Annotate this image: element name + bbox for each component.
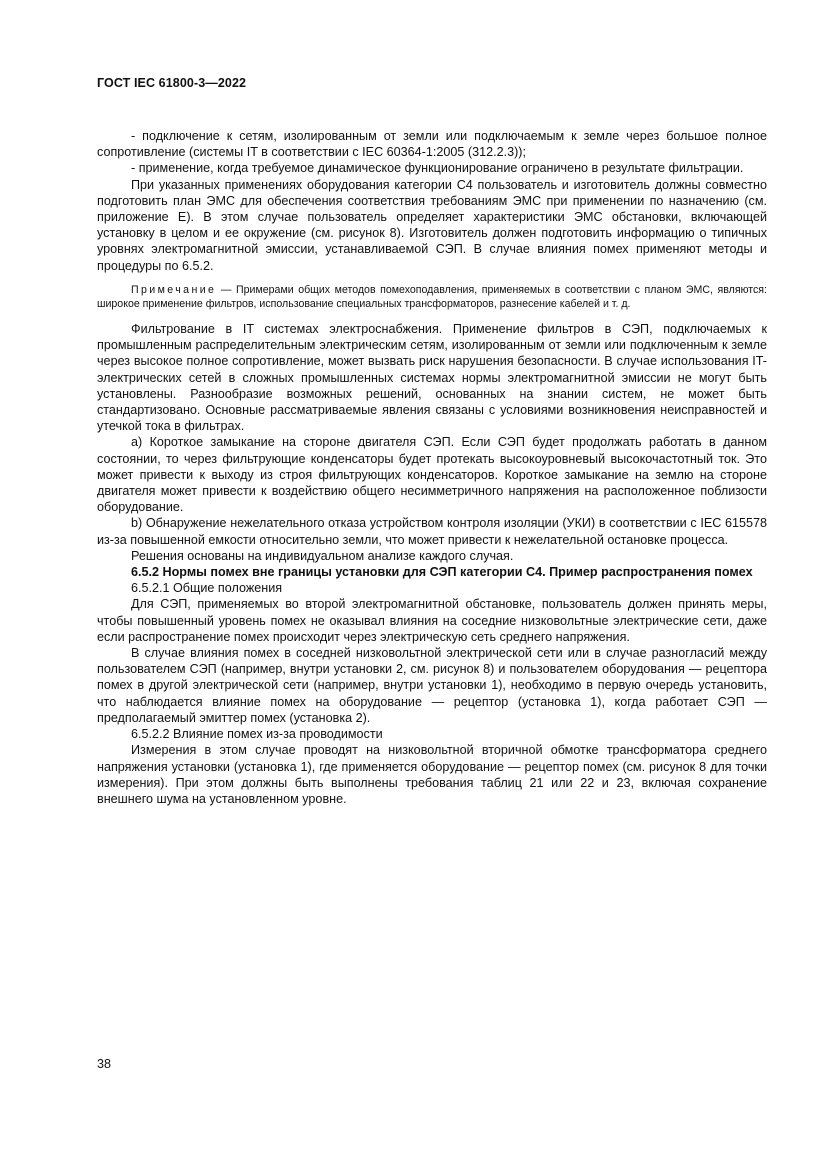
note-text: — Примерами общих методов помехоподавления, применяемых в соответствии с планом ЭМС, являются: широкое применение фильтров, использование специальных трансформаторов, разнесение кабелей и т. д. — [97, 283, 767, 311]
paragraph-disagreement: В случае влияния помех в соседней низковольтной электрической сети или в случае разногласий между пользователем СЭП (например, внутри установки 2, см. рисунок 8) и пользователем оборудования — рецептора помех в другой электрической сети (например, внутри установки 1), необходимо в первую очередь установить, что наблюдается влияние помех на оборудование — рецептор (установка 1), когда работает СЭП — предполагаемый эмиттер помех (установка 2). — [97, 646, 767, 725]
document-header: ГОСТ IEC 61800-3—2022 — [97, 76, 247, 90]
note-label: Примечание — [131, 283, 217, 296]
paragraph-measurements: Измерения в этом случае проводят на низковольтной вторичной обмотке трансформатора среднего напряжения установки (установка 1), где применяется оборудование — рецептор помех (см. рисунок 8 для точки измерения). При этом должны быть выполнены требования таблиц 21 или 22 и 23, включая сохранение внешнего шума на установленном уровне. — [97, 743, 767, 806]
page-number: 38 — [97, 1057, 112, 1071]
subsection-heading-6-5-2-2: 6.5.2.2 Влияние помех из-за проводимости — [131, 727, 383, 742]
paragraph-item-b: b) Обнаружение нежелательного отказа устройством контроля изоляции (УКИ) в соответствии с IEC 615578 из-за повышенной емкости относительно земли, что может привести к нежелательной остановке процесса. — [97, 516, 767, 547]
paragraph-dynamic-performance: - применение, когда требуемое динамическое функционирование ограничено в результате фильтрации. — [131, 161, 744, 176]
paragraph-it-networks: - подключение к сетям, изолированным от земли или подключаемым к земле через большое полное сопротивление (системы IT в соответствии с IEC 60364-1:2005 (312.2.3)); — [97, 129, 767, 160]
page-content — [97, 128, 767, 807]
paragraph-second-environment: Для СЭП, применяемых во второй электромагнитной обстановке, пользователь должен принять меры, чтобы повышенный уровень помех не оказывал влияния на соседние низковольтные электрические сети, даже если распространение помех происходит через электрическую сеть среднего напряжения. — [97, 597, 767, 644]
paragraph-solutions: Решения основаны на индивидуальном анализе каждого случая. — [131, 548, 514, 563]
note-paragraph — [97, 283, 767, 312]
subsection-heading-6-5-2-1: 6.5.2.1 Общие положения — [131, 581, 283, 596]
paragraph-item-a: а) Короткое замыкание на стороне двигателя СЭП. Если СЭП будет продолжать работать в данном состоянии, то через фильтрующие конденсаторы будет протекать высокоуровневый высокочастотный ток. Это может привести к выходу из строя фильтрующих конденсаторов. Короткое замыкание на землю на стороне двигателя может привести к воздействию общего несимметричного напряжения на расположенное поблизости оборудование. — [97, 435, 767, 515]
paragraph-emc-plan: При указанных применениях оборудования категории С4 пользователь и изготовитель должны совместно подготовить план ЭМС для обеспечения соответствия требованиям ЭМС при применении по назначению (см. приложение Е). В этом случае пользователь определяет характеристики ЭМС обстановки, включающей установку в целом и ее окружение (см. рисунок 8). Изготовитель должен подготовить информацию о типичных уровнях электромагнитной эмиссии, устанавливаемой СЭП. В случае влияния помех применяют методы и процедуры по 6.5.2. — [97, 177, 767, 273]
paragraph-filtering-it: Фильтрование в IT системах электроснабжения. Применение фильтров в СЭП, подключаемых к промышленным распределительным электрическим сетям, изолированным от земли или подключенным к земле через высокое полное сопротивление, может вызвать риск нарушения безопасности. В случае использования IT-электрических сетей в сложных промышленных системах нормы электромагнитной эмиссии не могут быть установлены. Разнообразие возможных решений, основанных на знании систем, не может быть стандартизовано. Основные рассматриваемые явления связаны с условиями возникновения неисправностей и утечкой тока в фильтрах. — [97, 322, 767, 434]
section-heading-6-5-2: 6.5.2 Нормы помех вне границы установки для СЭП категории С4. Пример распространения помех — [131, 565, 753, 580]
